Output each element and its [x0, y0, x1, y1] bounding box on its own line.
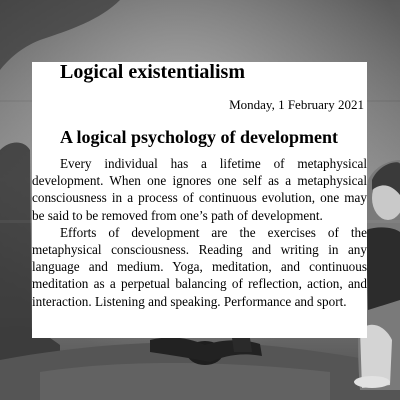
- paragraph: Efforts of development are the exercises of the metaphysical consciousness. Reading and writing in any language and medium. Yoga, meditation, and continuous meditation as a perpetual balancing of reflection, action, and interaction. Listening and speaking. Performance and sport.: [32, 224, 367, 309]
- post-body: [32, 155, 367, 310]
- post-date: Monday, 1 February 2021: [229, 97, 364, 112]
- post-title: A logical psychology of development: [60, 127, 338, 147]
- document-page: [32, 62, 367, 338]
- paragraph: Every individual has a lifetime of metaphysical development. When one ignores one self as a metaphysical consciousness in a process of continuous evolution, one may be said to be removed from one’s path of development.: [32, 156, 367, 223]
- blog-title: Logical existentialism: [60, 62, 245, 83]
